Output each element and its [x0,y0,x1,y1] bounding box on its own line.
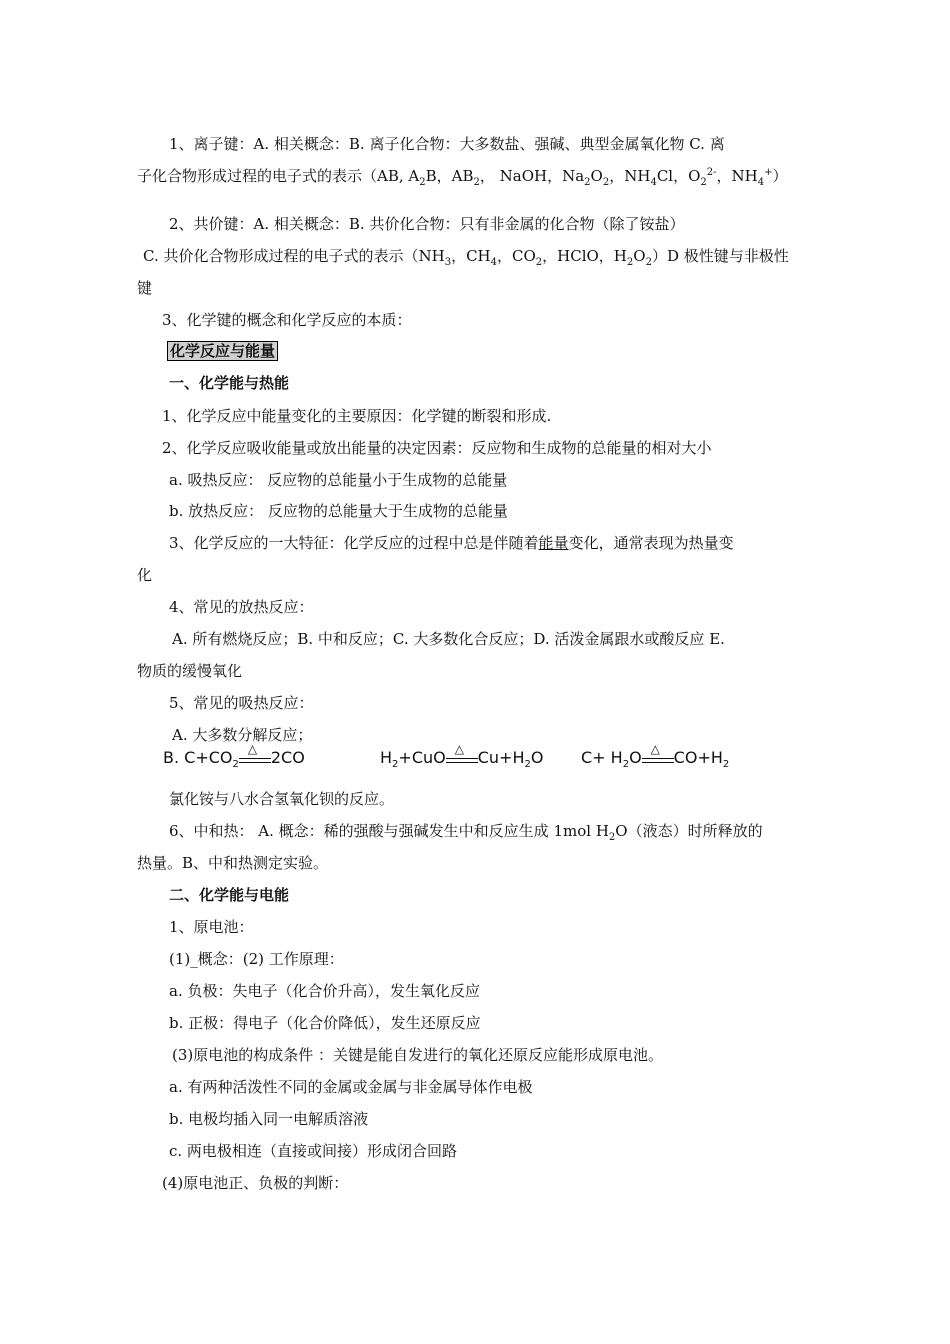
heat-point-3: 3、化学反应的一大特征：化学反应的过程中总是伴随着能量变化，通常表现为热量变 [169,534,734,552]
heat-point-5: 5、常见的吸热反应： [169,694,314,712]
condition-b: b. 电极均插入同一电解质溶液 [169,1110,369,1128]
heating-arrow-icon: △ [642,751,674,767]
cell-conditions-line: (3)原电池的构成条件 ：关键是能自发进行的氧化还原反应能形成原电池。 [172,1046,664,1064]
equation-h2-cuo: $H_2+CuO$ △ $Cu+H_2O$ [380,741,544,771]
condition-c: c. 两电极相连（直接或间接）形成闭合回路 [169,1142,457,1160]
heating-arrow-icon: △ [446,751,478,767]
heat-point-1: 1、化学反应中能量变化的主要原因：化学键的断裂和形成. [162,407,552,425]
negative-electrode-line: a. 负极：失电子（化合价升高），发生氧化反应 [169,982,480,1000]
covalent-bond-line-2: C. 共价化合物形成过程的电子式的表示（$NH_3$，$CH_4$，$CO_2$，HClO，$H_2O_2)D$ 极性键与非极性 [143,247,789,268]
heat-point-3-cont: 化 [137,566,153,584]
equation-c-h2o: $C+ H_2O$ △ $CO+H_2$ [581,741,730,771]
endothermic-list-c: 氯化铵与八水合氢氧化钡的反应。 [169,790,395,808]
covalent-bond-line-1: 2、共价键：A. 相关概念：B. 共价化合物：只有非金属的化合物（除了铵盐） [169,215,685,233]
heat-point-4: 4、常见的放热反应： [169,598,314,616]
exothermic-definition: b. 放热反应： 反应物的总能量大于生成物的总能量 [169,502,508,520]
energy-underlined: 能量 [538,534,569,552]
bond-nature-line: 3、化学键的概念和化学反应的本质： [162,311,412,329]
section-title: 化学反应与能量 [167,341,278,361]
galvanic-concept-line: (1)_概念：(2) 工作原理： [169,950,344,968]
electric-energy-heading: 二、化学能与电能 [169,886,290,904]
positive-electrode-line: b. 正极：得电子（化合价降低），发生还原反应 [169,1014,481,1032]
endothermic-list-a: A. 大多数分解反应； [172,726,313,744]
equation-c-co2: B. $C+CO_2$ △ 2CO [163,741,305,771]
galvanic-cell-item: 1、原电池： [169,918,254,936]
exothermic-list: A. 所有燃烧反应；B. 中和反应；C. 大多数化合反应；D. 活泼金属跟水或酸反应 E. [172,630,725,648]
heat-energy-heading: 一、化学能与热能 [169,374,290,392]
exothermic-list-cont: 物质的缓慢氧化 [137,662,243,680]
electrode-judgement-line: (4)原电池正、负极的判断： [162,1174,349,1192]
condition-a: a. 有两种活泼性不同的金属或金属与非金属导体作电极 [169,1078,533,1096]
heat-point-2: 2、化学反应吸收能量或放出能量的决定因素：反应物和生成物的总能量的相对大小 [162,439,712,457]
covalent-bond-line-3: 键 [137,279,153,297]
endothermic-definition: a. 吸热反应： 反应物的总能量小于生成物的总能量 [169,471,508,489]
heating-arrow-icon: △ [239,751,271,767]
heat-point-6: 6、中和热： A. 概念：稀的强酸与强碱发生中和反应生成 1mol $H_2O$（液态）时所释放的 [169,822,763,843]
ionic-bond-line-2: 子化合物形成过程的电子式的表示（AB, $A_2B$，$AB_2$， NaOH，$Na_2O_2$，$NH_4Cl$，$O_2^{2-}$，$NH_4^+$） [137,167,788,188]
ionic-bond-line-1: 1、离子键：A. 相关概念：B. 离子化合物：大多数盐、强碱、典型金属氧化物 C. 离 [169,135,725,153]
heat-point-6-cont: 热量。B、中和热测定实验。 [137,854,329,872]
